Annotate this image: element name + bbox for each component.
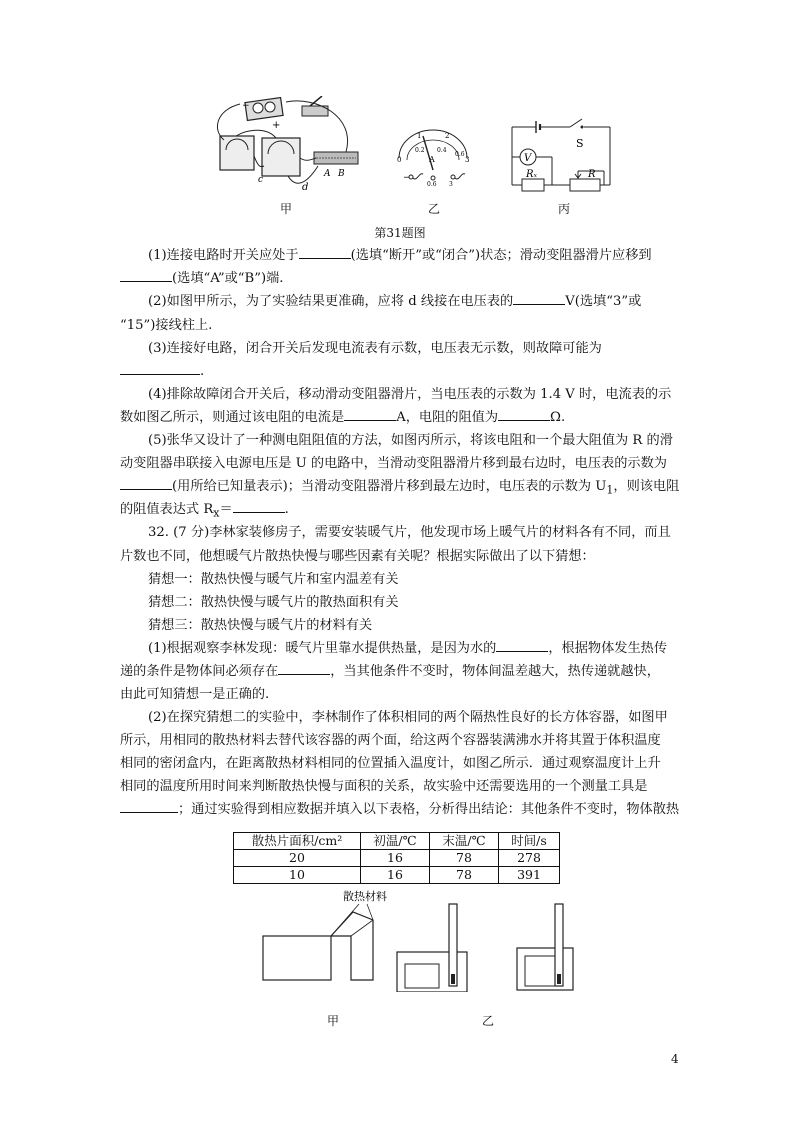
q32-guess2: 猜想二：散热快慢与暖气片的散热面积有关 (148, 595, 399, 610)
blank-fault[interactable] (120, 360, 200, 375)
ammeter-scale-1: 1 (417, 132, 422, 140)
photo-minus-label: − (242, 101, 250, 111)
figure-32-jia-label: 甲 (326, 1014, 339, 1028)
q32-part1-line2: 递的条件是物体间必须存在 ，当其他条件不变时，物体间温差越大，热传递就越快， (120, 660, 700, 684)
blank-slider-end[interactable] (120, 267, 172, 282)
q32-part1-line3: 由此可知猜想一是正确的. (120, 687, 270, 702)
photo-b-label: B (338, 169, 345, 179)
schematic-r-label: R (588, 169, 596, 180)
ammeter-a-label: A (429, 155, 435, 164)
table-cell: 78 (430, 850, 499, 867)
q32-part2-line3: 相同的密闭盒内，在距离散热材料相同的位置插入温度计，如图乙所示．通过观察温度计上升 (120, 756, 661, 771)
q31-part1-line1: (1)连接电路时开关应处于 (选填“断开”或“闭合”)状态；滑动变阻器滑片应移到 (148, 244, 728, 268)
q31-part4-line2: 数如图乙所示，则通过该电阻的电流是 A，电阻的阻值为 Ω. (120, 406, 700, 430)
schematic-v-label: V (524, 153, 532, 164)
ammeter-scale-3: 3 (465, 156, 470, 164)
table-header-initial-temp: 初温/℃ (361, 833, 430, 850)
figure-31-bing-label: 丙 (557, 202, 570, 216)
photo-a-label: A (324, 169, 331, 179)
q31-part1-line2: (选填“A”或“B”)端. (120, 267, 700, 291)
ammeter-scale-0: 0 (397, 156, 402, 164)
q32-part2-line4: 相同的温度所用时间来判断散热快慢与面积的关系，故实验中还需要选用的一个测量工具是 (120, 779, 648, 794)
q31-part2-line1: (2)如图甲所示，为了实验结果更准确，应将 d 线接在电压表的 V(选填“3”或 (148, 290, 728, 314)
ammeter-scale-04: 0.4 (437, 147, 447, 154)
ammeter-term-06: 0.6 (427, 181, 437, 188)
ammeter-scale-06: 0.6 (455, 151, 465, 158)
table-cell: 10 (234, 867, 361, 884)
figure-31-bing-schematic (508, 115, 616, 195)
heat-material-label: 散热材料 (343, 890, 387, 903)
table-header-final-temp: 末温/℃ (430, 833, 499, 850)
page-number: 4 (671, 1052, 679, 1066)
q31-part3-line1: (3)连接好电路，闭合开关后发现电流表有示数，电压表无示数，则故障可能为 (148, 341, 602, 356)
table-cell: 16 (361, 850, 430, 867)
ammeter-term-3: 3 (449, 181, 453, 188)
table-cell: 78 (430, 867, 499, 884)
figure-31-jia-label: 甲 (279, 202, 292, 216)
table-row (234, 850, 560, 867)
q32-guess1: 猜想一：散热快慢与暖气片和室内温差有关 (148, 572, 399, 587)
photo-c-label: c (258, 175, 264, 185)
figure-32-containers (255, 886, 585, 992)
blank-heat-condition[interactable] (278, 660, 330, 675)
blank-water-property[interactable] (496, 637, 548, 652)
q31-part5-line4: 的阻值表达式 $R_x=$ . (120, 498, 700, 526)
q31-part3-line2: . (120, 360, 700, 384)
blank-voltmeter-terminal[interactable] (513, 290, 565, 305)
photo-plus-label: + (272, 120, 281, 131)
data-table (233, 832, 560, 884)
ammeter-scale-02: 0.2 (415, 147, 425, 154)
photo-d-label: d (302, 182, 309, 192)
q32-part1-line1: (1)根据观察李林发现：暖气片里靠水提供热量，是因为水的 ，根据物体发生热传 (148, 637, 728, 661)
ammeter-term-minus: − (403, 173, 411, 183)
schematic-s-label: S (576, 137, 584, 150)
q31-part4-line1: (4)排除故障闭合开关后，移动滑动变阻器滑片，当电压表的示数为 1.4 V 时，电流表的示 (148, 387, 672, 402)
table-cell: 16 (361, 867, 430, 884)
q31-part5-line1: (5)张华又设计了一种测电阻阻值的方法，如图丙所示，将该电阻和一个最大阻值为 R 的滑 (148, 433, 673, 448)
q31-part2-line2: “15”)接线柱上. (120, 318, 213, 333)
q32-line1: 32. (7 分)李林家装修房子，需要安装暖气片，他发现市场上暖气片的材料各有不同，而且 (148, 525, 671, 540)
table-cell: 20 (234, 850, 361, 867)
table-header-time: 时间/s (499, 833, 560, 850)
blank-rx-expression[interactable] (233, 498, 285, 513)
q32-part2-line2: 所示，用相同的散热材料去替代该容器的两个面，给这两个容器装满沸水并将其置于体积温度 (120, 733, 661, 748)
blank-switch-state[interactable] (299, 244, 351, 259)
q31-part5-line2: 动变阻器串联接入电源电压是 U 的电路中，当滑动变阻器滑片移到最右边时，电压表的示数为 (120, 456, 667, 471)
q32-guess3: 猜想三：散热快慢与暖气片的材料有关 (148, 618, 373, 633)
table-cell: 391 (499, 867, 560, 884)
blank-current[interactable] (344, 406, 396, 421)
table-row (234, 867, 560, 884)
figure-31-yi-label: 乙 (427, 202, 440, 216)
q32-part2-line1: (2)在探究猜想二的实验中，李林制作了体积相同的两个隔热性良好的长方体容器，如图甲 (148, 710, 668, 725)
table-header-area: 散热片面积/cm² (234, 833, 361, 850)
blank-resistance[interactable] (498, 406, 550, 421)
figure-31-yi-ammeter (393, 128, 473, 190)
schematic-rx-label: Rₓ (526, 169, 538, 180)
blank-measuring-tool[interactable] (120, 798, 178, 813)
ammeter-scale-2: 2 (445, 132, 450, 140)
figure-31-jia-photo (206, 96, 366, 192)
table-cell: 278 (499, 850, 560, 867)
blank-voltage-expression[interactable] (120, 475, 172, 490)
q32-line2: 片数也不同，他想暖气片散热快慢与哪些因素有关呢？根据实际做出了以下猜想： (120, 549, 595, 564)
figure-32-yi-label: 乙 (481, 1014, 494, 1028)
q32-part2-line5: ；通过实验得到相应数据并填入以下表格，分析得出结论：其他条件不变时，物体散热 (120, 798, 700, 822)
table-header-row (234, 833, 560, 850)
q31-part5-line3: (用所给已知量表示)；当滑动变阻器滑片移到最左边时，电压表的示数为 $U_1$，则该电阻 (120, 475, 700, 503)
figure-31-caption: 第31题图 (374, 226, 426, 240)
